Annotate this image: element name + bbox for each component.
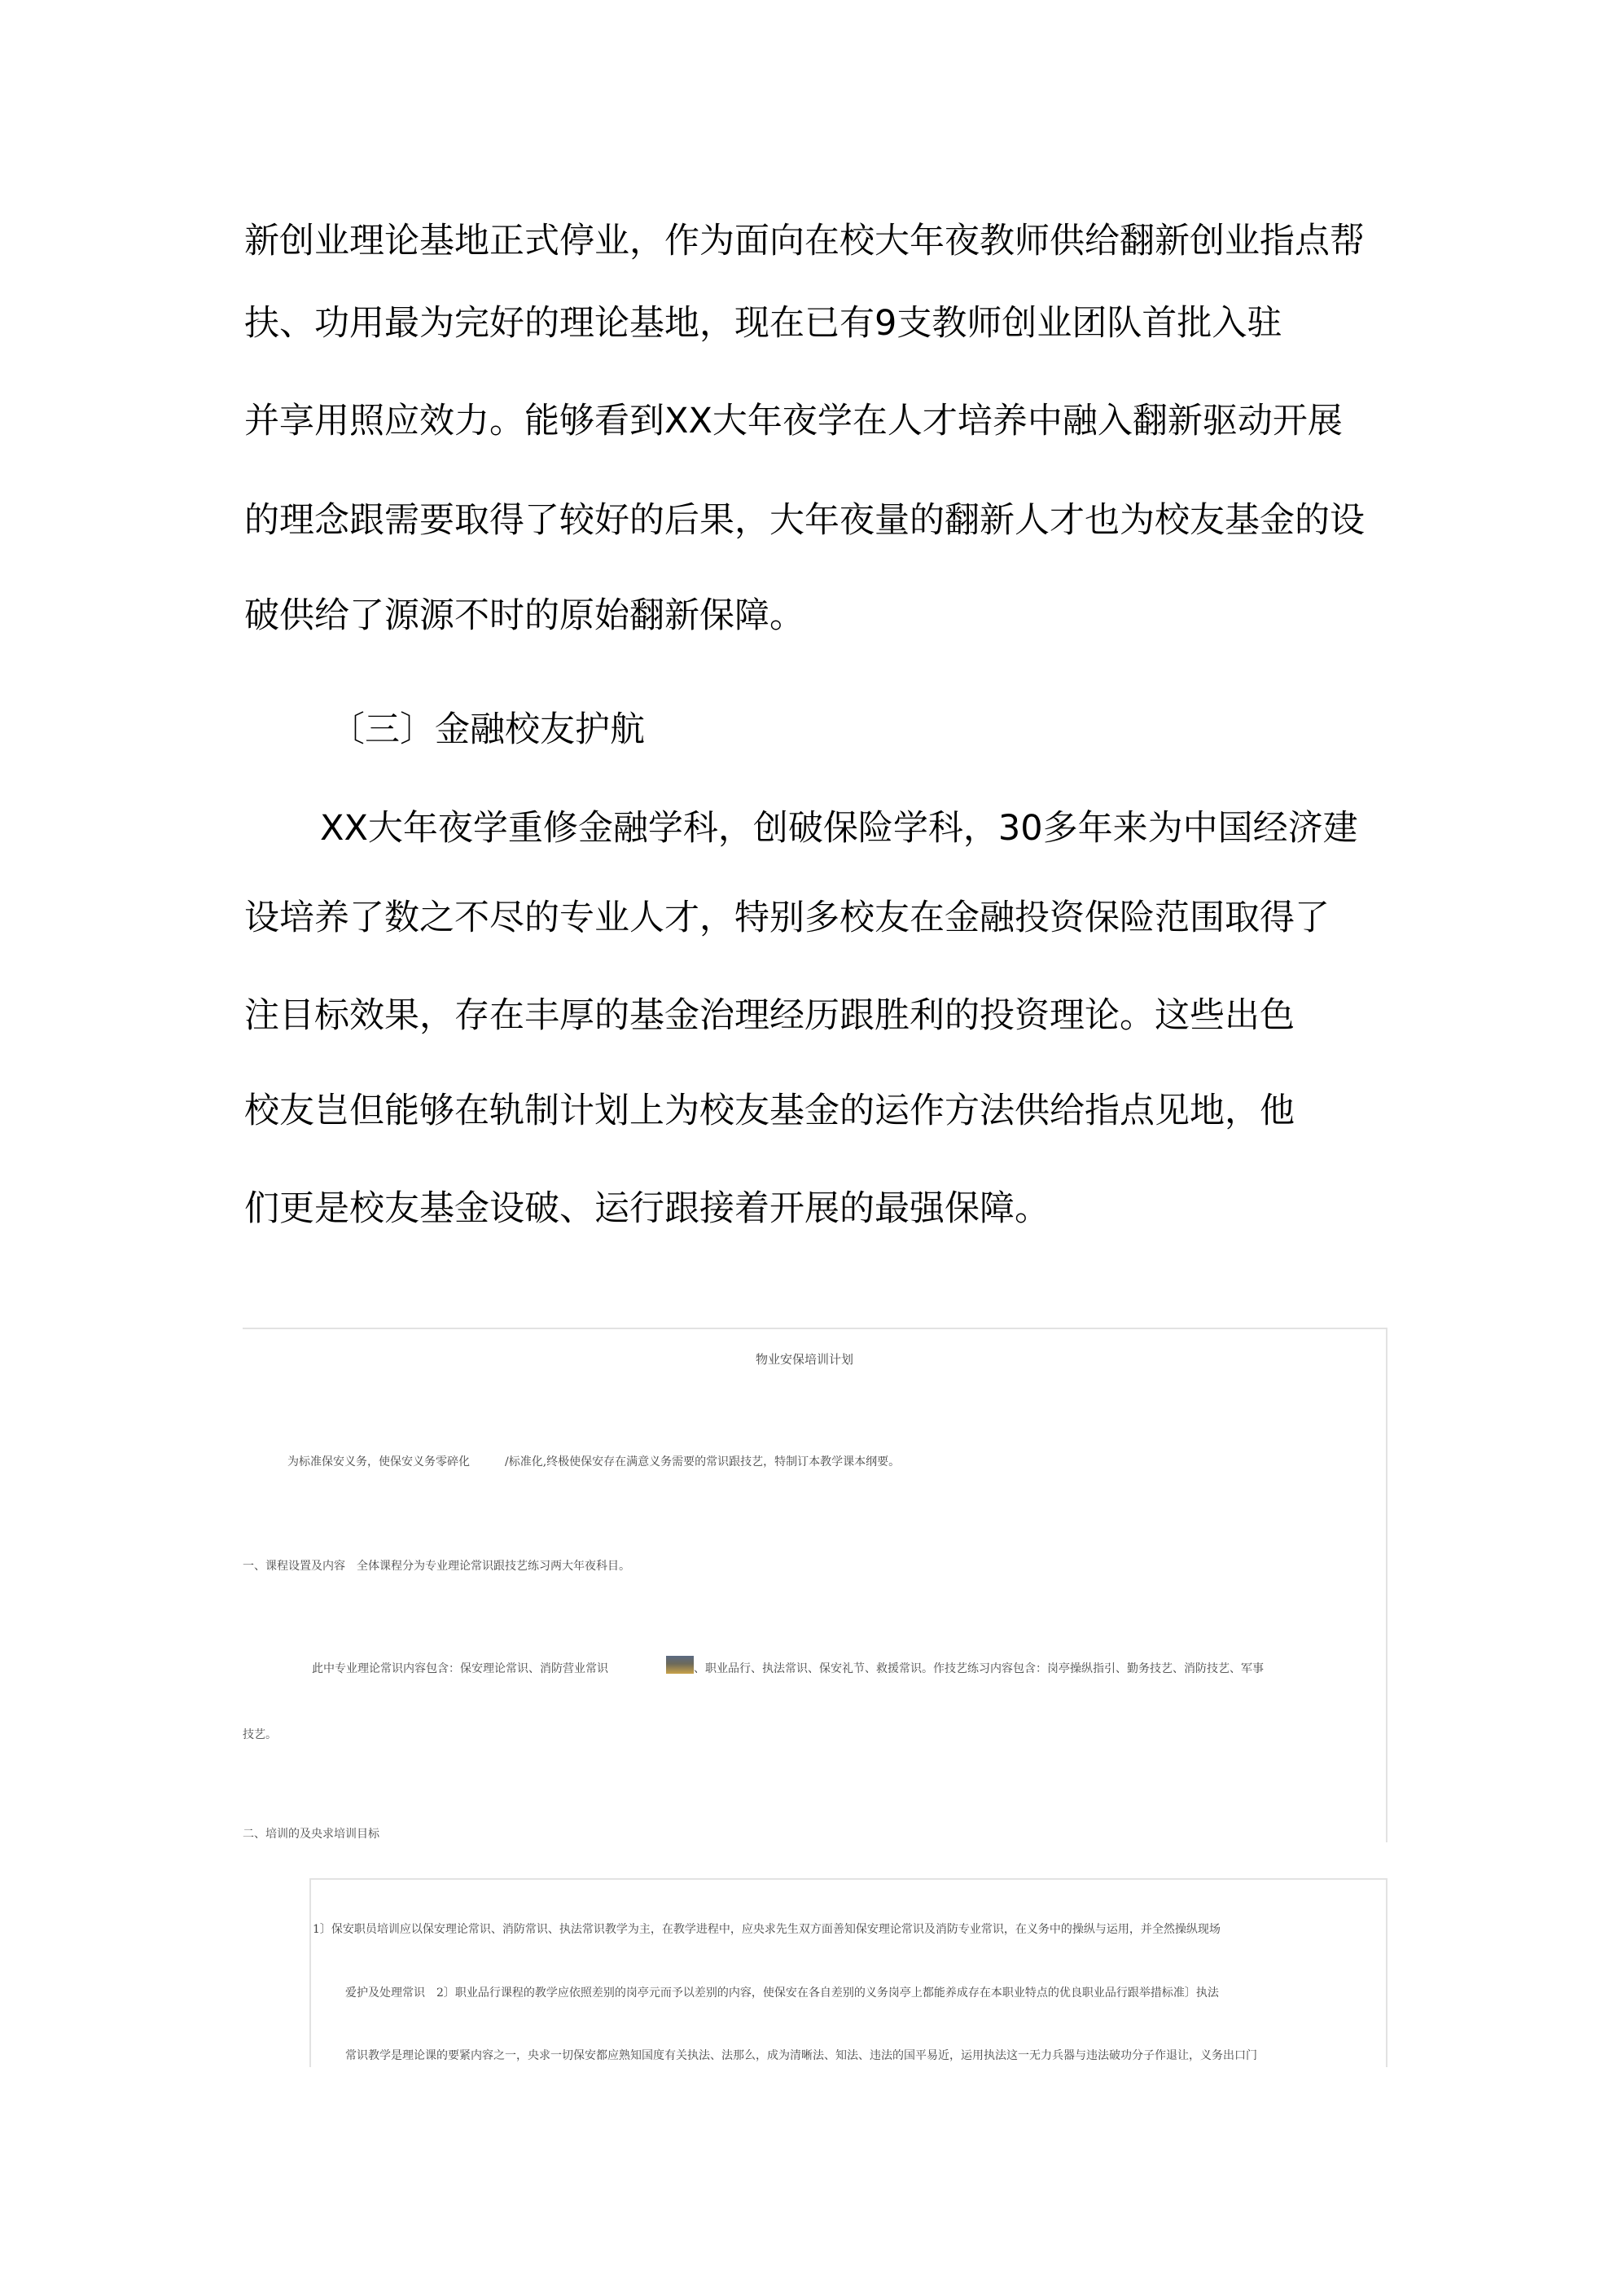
embedded-title: 物业安保培训计划: [756, 1352, 854, 1367]
paragraph-line: 扶、功用最为完好的理论基地，现在已有9支教师创业团队首批入驻: [244, 303, 1282, 344]
embedded-paragraph: /标准化,终极使保安存在满意义务需要的常识跟技艺，特制订本教学课本纲要。: [505, 1455, 901, 1468]
embedded-paragraph: 、职业品行、执法常识、保安礼节、救援常识。作技艺练习内容包含：岗亭操纵指引、勤务技艺、消防技艺、军事: [694, 1662, 1264, 1675]
embedded-paragraph: 爱护及处理常识 2〕职业品行课程的教学应依照差别的岗亭元而予以差别的内容，使保安在各自差别的义务岗亭上都能养成存在本职业特点的优良职业品行跟举措标准〕执法: [345, 1987, 1219, 2000]
paragraph-line: 的理念跟需要取得了较好的后果，大年夜量的翻新人才也为校友基金的设: [244, 500, 1365, 541]
section-heading: 〔三〕金融校友护航: [330, 709, 645, 750]
embedded-paragraph: 常识教学是理论课的要紧内容之一，央求一切保安都应熟知国度有关执法、法那么，成为清晰法、知法、违法的国平易近，运用执法这一无力兵器与违法破功分子作退让，义务出口门: [345, 2049, 1257, 2062]
paragraph-line: 设培养了数之不尽的专业人才，特别多校友在金融投资保险范围取得了: [244, 898, 1330, 938]
paragraph-line: 注目标效果，存在丰厚的基金治理经历跟胜利的投资理论。这些出色: [244, 995, 1295, 1036]
embedded-paragraph: 二、培训的及央求培训目标: [243, 1828, 379, 1841]
paragraph-line: 破供给了源源不时的原始翻新保障。: [244, 595, 804, 636]
paragraph-line: 并享用照应效力。能够看到XX大年夜学在人才培养中融入翻新驱动开展: [244, 401, 1343, 441]
embedded-paragraph: 技艺。: [243, 1728, 277, 1741]
paragraph-line: 们更是校友基金设破、运行跟接着开展的最强保障。: [244, 1188, 1050, 1229]
embedded-paragraph: 为标准保安义务，使保安义务零碎化: [287, 1455, 470, 1468]
embedded-thumbnail-image: [666, 1656, 694, 1674]
paragraph-line: 校友岂但能够在轨制计划上为校友基金的运作方法供给指点见地，他: [244, 1091, 1295, 1131]
embedded-page-2: [309, 1878, 1387, 2067]
embedded-page-1: [243, 1328, 1387, 1842]
paragraph-line: XX大年夜学重修金融学科，创破保险学科，30多年来为中国经济建: [320, 808, 1358, 849]
embedded-paragraph: 一、课程设置及内容 全体课程分为专业理论常识跟技艺练习两大年夜科目。: [243, 1560, 630, 1573]
embedded-paragraph: 此中专业理论常识内容包含：保安理论常识、消防营业常识: [312, 1662, 608, 1675]
embedded-paragraph: 1〕保安职员培训应以保安理论常识、消防常识、执法常识教学为主，在教学进程中，应央求先生双方面善知保安理论常识及消防专业常识，在义务中的操纵与运用，并全然操纵现场: [313, 1923, 1221, 1936]
paragraph-line: 新创业理论基地正式停业，作为面向在校大年夜教师供给翻新创业指点帮: [244, 221, 1365, 261]
